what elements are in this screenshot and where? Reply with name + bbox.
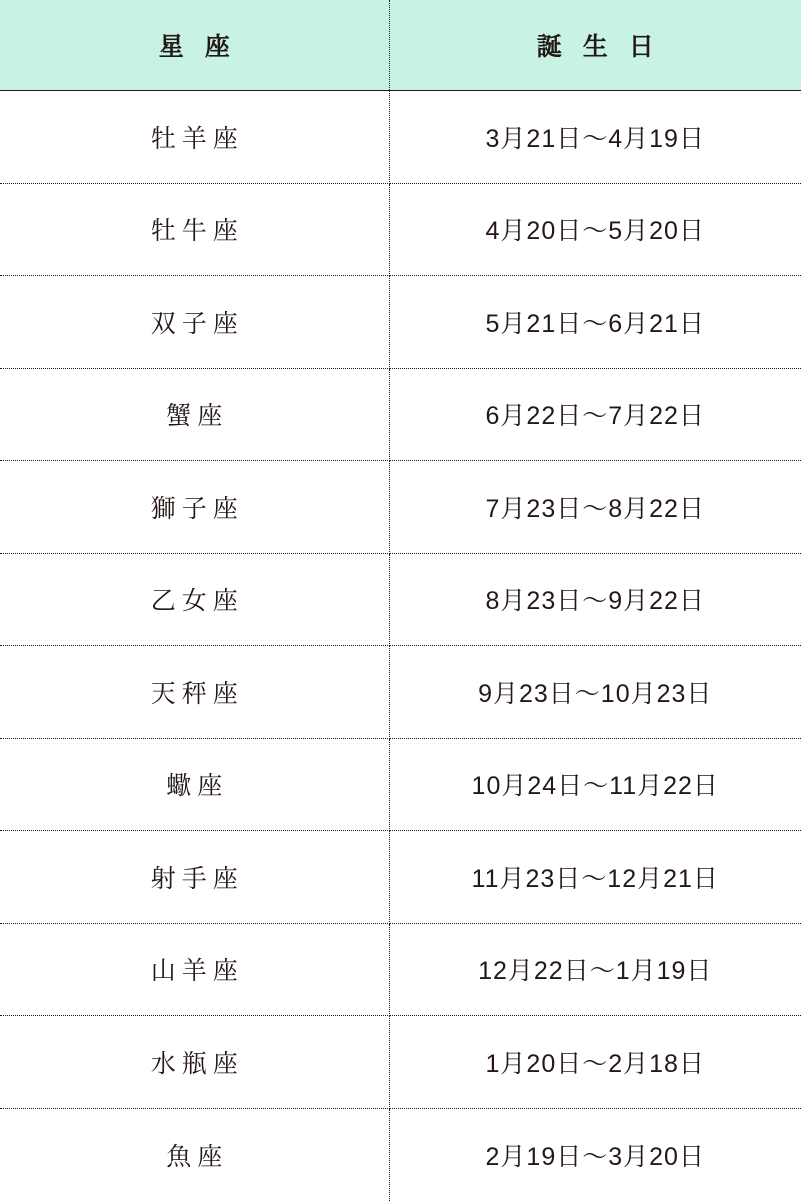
table-row	[0, 831, 801, 924]
table-row	[0, 738, 801, 831]
cell-birthday: 10月24日〜11月22日	[389, 738, 801, 831]
cell-birthday: 9月23日〜10月23日	[389, 646, 801, 739]
cell-sign: 獅子座	[0, 461, 389, 554]
table-row	[0, 646, 801, 739]
table-row	[0, 553, 801, 646]
table-row	[0, 183, 801, 276]
cell-birthday: 6月22日〜7月22日	[389, 368, 801, 461]
cell-birthday: 7月23日〜8月22日	[389, 461, 801, 554]
column-header-sign: 星 座	[0, 0, 389, 91]
cell-sign: 牡牛座	[0, 183, 389, 276]
cell-sign: 牡羊座	[0, 91, 389, 184]
cell-sign: 蠍座	[0, 738, 389, 831]
cell-birthday: 8月23日〜9月22日	[389, 553, 801, 646]
cell-birthday: 11月23日〜12月21日	[389, 831, 801, 924]
cell-birthday: 1月20日〜2月18日	[389, 1016, 801, 1109]
table-row	[0, 1108, 801, 1201]
cell-birthday: 12月22日〜1月19日	[389, 923, 801, 1016]
cell-sign: 魚座	[0, 1108, 389, 1201]
column-header-birthday: 誕 生 日	[389, 0, 801, 91]
cell-birthday: 5月21日〜6月21日	[389, 276, 801, 369]
table-row	[0, 91, 801, 184]
table-row	[0, 461, 801, 554]
cell-sign: 双子座	[0, 276, 389, 369]
table-row	[0, 276, 801, 369]
table-header	[0, 0, 801, 91]
cell-birthday: 2月19日〜3月20日	[485, 1142, 705, 1171]
cell-sign: 水瓶座	[0, 1016, 389, 1109]
table-row	[0, 368, 801, 461]
cell-birthday: 4月20日〜5月20日	[389, 183, 801, 276]
cell-sign: 天秤座	[0, 646, 389, 739]
cell-sign: 山羊座	[0, 923, 389, 1016]
cell-sign: 射手座	[0, 831, 389, 924]
table-row	[0, 923, 801, 1016]
table-header-row	[0, 0, 801, 91]
cell-birthday: 3月21日〜4月19日	[389, 91, 801, 184]
table-body	[0, 91, 801, 1201]
cell-sign: 蟹座	[0, 368, 389, 461]
cell-sign: 乙女座	[0, 553, 389, 646]
table-row	[0, 1016, 801, 1109]
